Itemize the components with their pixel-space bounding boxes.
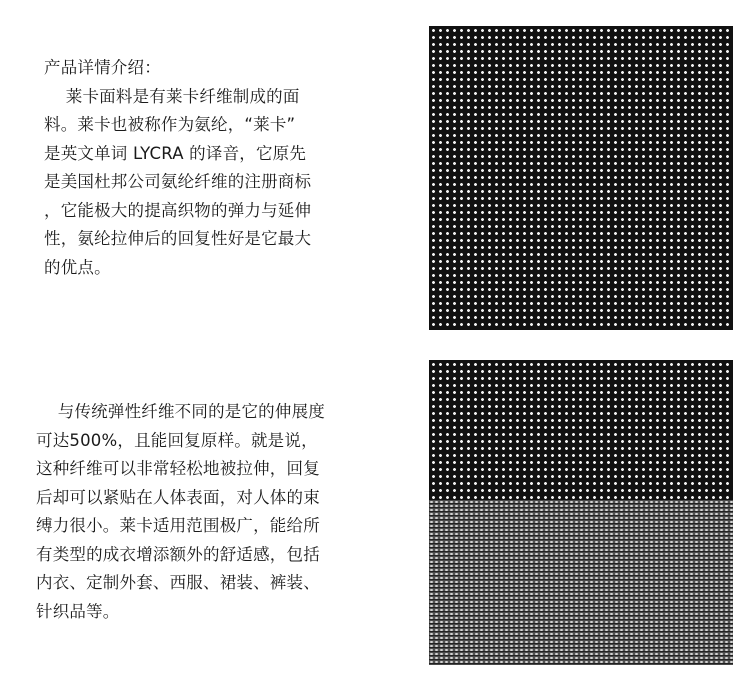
intro-line: 是英文单词 LYCRA 的译音，它原先 — [44, 143, 307, 163]
intro-line: 是美国杜邦公司氨纶纤维的注册商标 — [44, 172, 312, 191]
intro-line: 性，氨纶拉伸后的回复性好是它最大 — [44, 229, 312, 248]
elasticity-line: 与传统弹性纤维不同的是它的伸展度 — [36, 402, 325, 421]
elasticity-line: 针织品等。 — [36, 601, 120, 621]
fabric-front-side — [429, 360, 733, 500]
intro-line: 料。莱卡也被称作为氨纶，“莱卡” — [44, 115, 296, 134]
elasticity-line: 缚力很小。莱卡适用范围极广，能给所 — [36, 516, 320, 535]
elasticity-line: 可达500%，且能回复原样。就是说， — [36, 430, 318, 450]
fabric-front-back-image — [429, 360, 733, 665]
intro-line: 的优点。 — [44, 257, 111, 277]
intro-heading: 产品详情介绍： — [44, 58, 161, 77]
elasticity-text-block — [36, 398, 325, 626]
elasticity-line: 有类型的成衣增添额外的舒适感，包括 — [36, 544, 320, 564]
elasticity-line: 内衣、定制外套、西服、裙装、裤装、 — [36, 573, 320, 592]
fabric-swatch-image — [429, 26, 733, 330]
intro-text-block — [44, 54, 311, 282]
intro-line: ，它能极大的提高织物的弹力与延伸 — [44, 200, 312, 220]
elasticity-line: 后却可以紧贴在人体表面，对人体的束 — [36, 487, 320, 507]
intro-line: 莱卡面料是有莱卡纤维制成的面 — [44, 86, 300, 106]
fabric-back-side — [429, 500, 733, 665]
elasticity-line: 这种纤维可以非常轻松地被拉伸，回复 — [36, 459, 320, 478]
